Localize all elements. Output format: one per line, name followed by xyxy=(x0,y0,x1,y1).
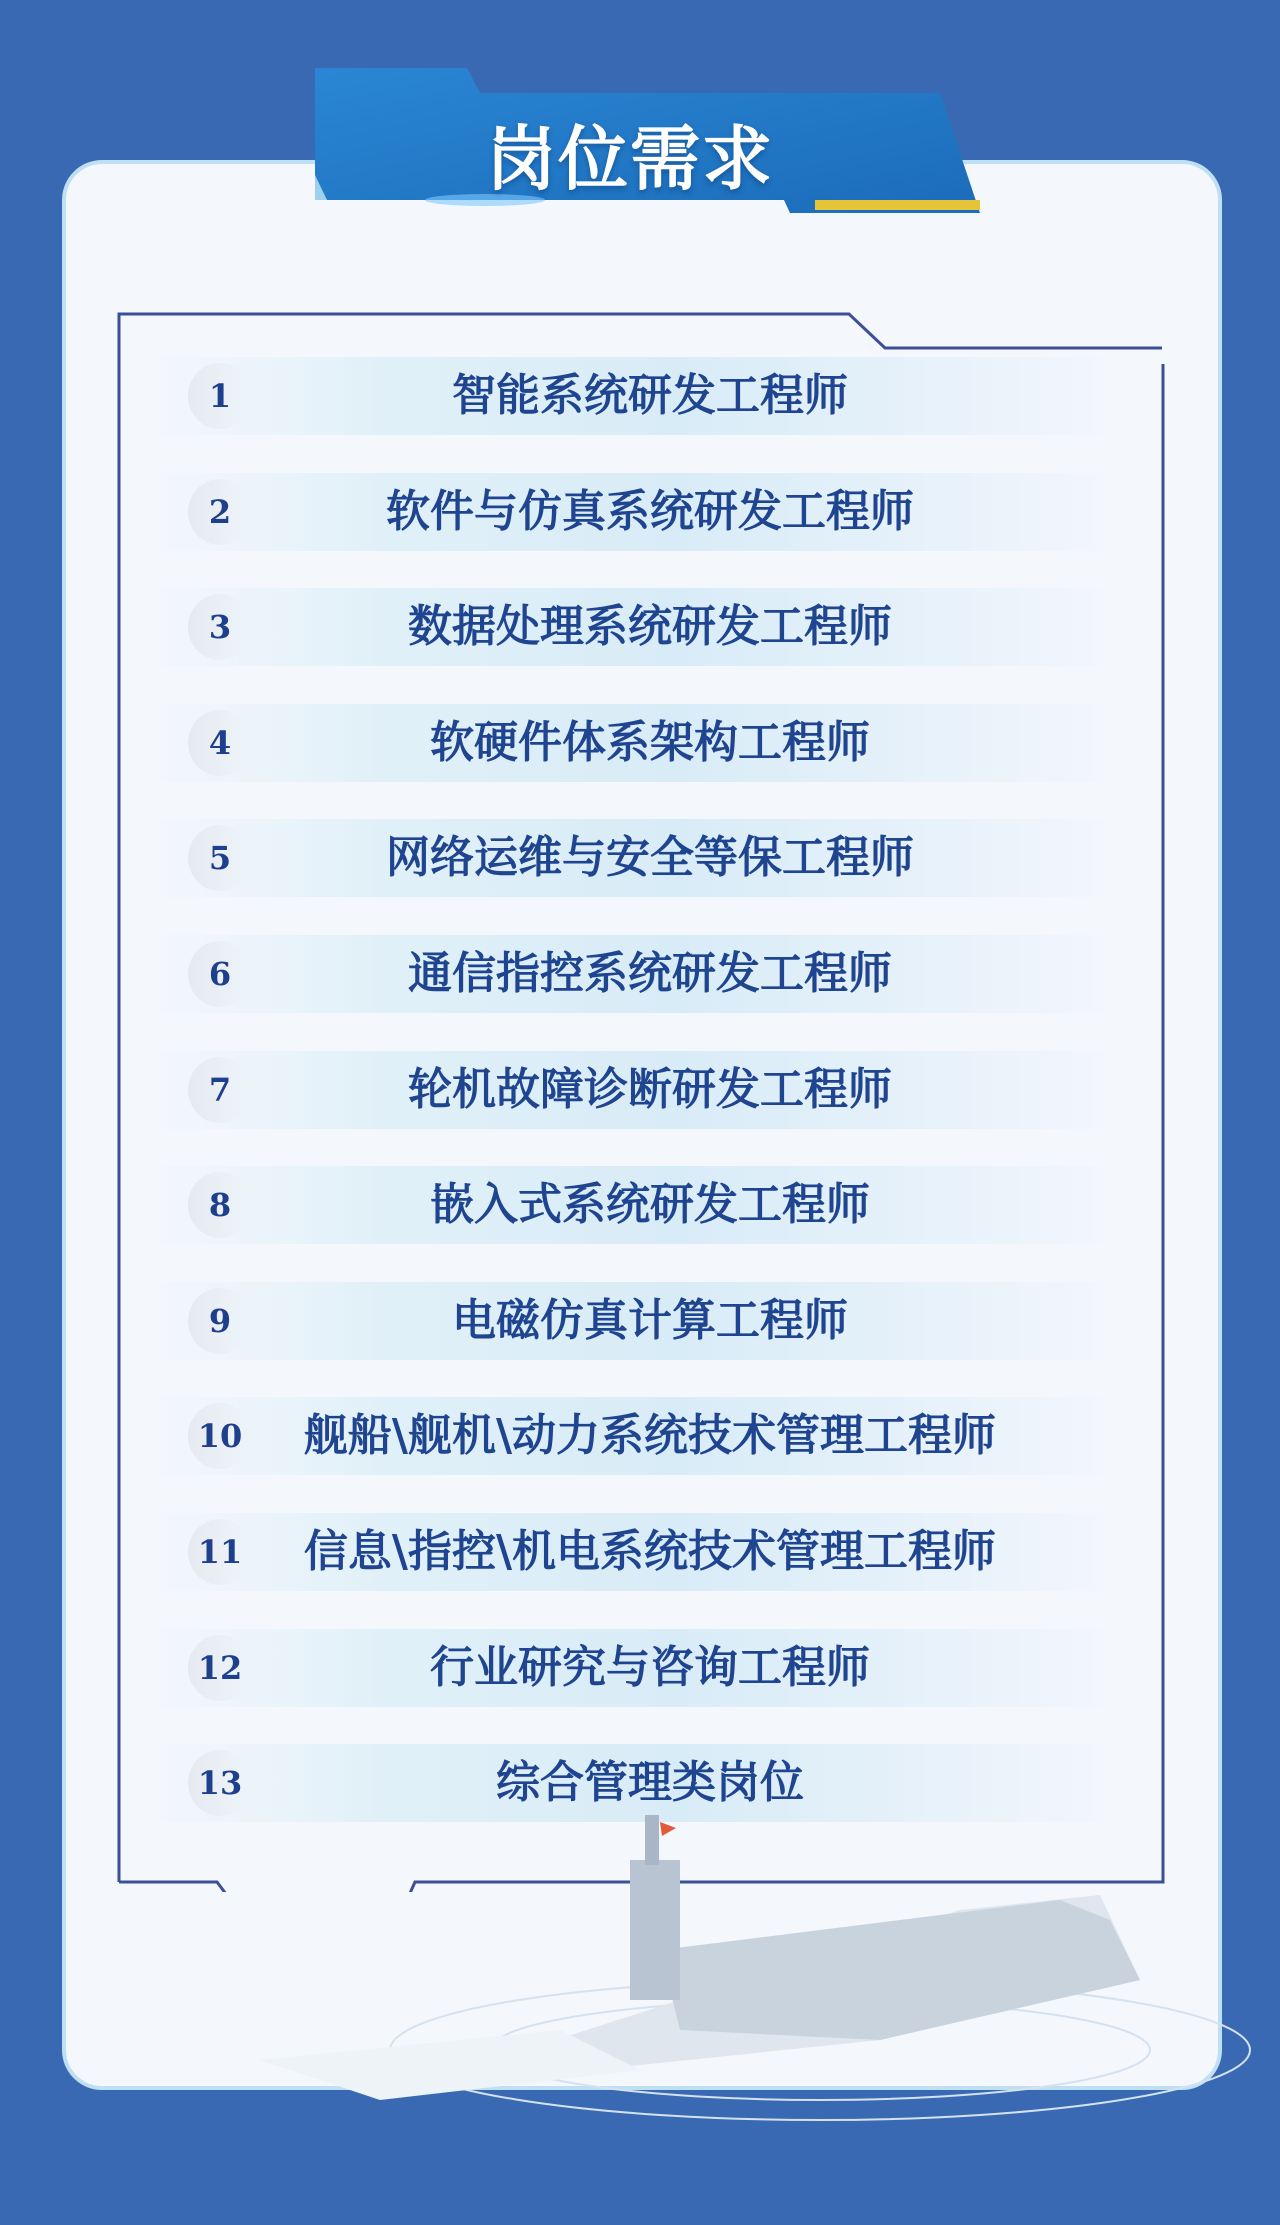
position-title: 综合管理类岗位 xyxy=(496,1757,804,1809)
list-item xyxy=(150,935,1110,1013)
position-title: 电磁仿真计算工程师 xyxy=(452,1294,848,1346)
position-title: 智能系统研发工程师 xyxy=(452,370,848,421)
item-number: 2 xyxy=(188,479,252,545)
item-number: 13 xyxy=(188,1750,252,1816)
position-title: 数据处理系统研发工程师 xyxy=(408,601,892,653)
position-title: 嵌入式系统研发工程师 xyxy=(430,1179,870,1231)
list-item xyxy=(150,1513,1110,1591)
item-number: 12 xyxy=(188,1635,252,1701)
position-title: 信息\指控\机电系统技术管理工程师 xyxy=(303,1526,997,1577)
list-item xyxy=(150,704,1110,782)
item-number: 10 xyxy=(188,1403,252,1469)
item-number: 7 xyxy=(188,1057,252,1123)
position-title: 软件与仿真系统研发工程师 xyxy=(386,485,914,537)
position-title: 行业研究与咨询工程师 xyxy=(430,1641,870,1693)
list-item xyxy=(150,1397,1110,1475)
list-item xyxy=(150,819,1110,897)
title-banner xyxy=(315,65,985,215)
item-number: 1 xyxy=(188,363,252,429)
page-title: 岗位需求 xyxy=(486,118,774,200)
item-number: 8 xyxy=(188,1172,252,1238)
item-number: 4 xyxy=(188,710,252,776)
position-title: 轮机故障诊断研发工程师 xyxy=(408,1063,892,1115)
item-number: 6 xyxy=(188,941,252,1007)
item-number: 5 xyxy=(188,825,252,891)
list-item xyxy=(150,473,1110,551)
list-item xyxy=(150,1051,1110,1129)
position-title: 软硬件体系架构工程师 xyxy=(430,716,870,768)
position-title: 舰船\舰机\动力系统技术管理工程师 xyxy=(303,1410,997,1462)
list-item xyxy=(150,357,1110,435)
item-number: 11 xyxy=(188,1519,252,1585)
position-title: 网络运维与安全等保工程师 xyxy=(386,832,914,884)
list-item xyxy=(150,1629,1110,1707)
list-item xyxy=(150,588,1110,666)
list-item xyxy=(150,1166,1110,1244)
list-item xyxy=(150,1282,1110,1360)
aircraft-carrier-illustration xyxy=(260,1800,1260,2140)
item-number: 3 xyxy=(188,594,252,660)
item-number: 9 xyxy=(188,1288,252,1354)
position-title: 通信指控系统研发工程师 xyxy=(408,948,892,999)
